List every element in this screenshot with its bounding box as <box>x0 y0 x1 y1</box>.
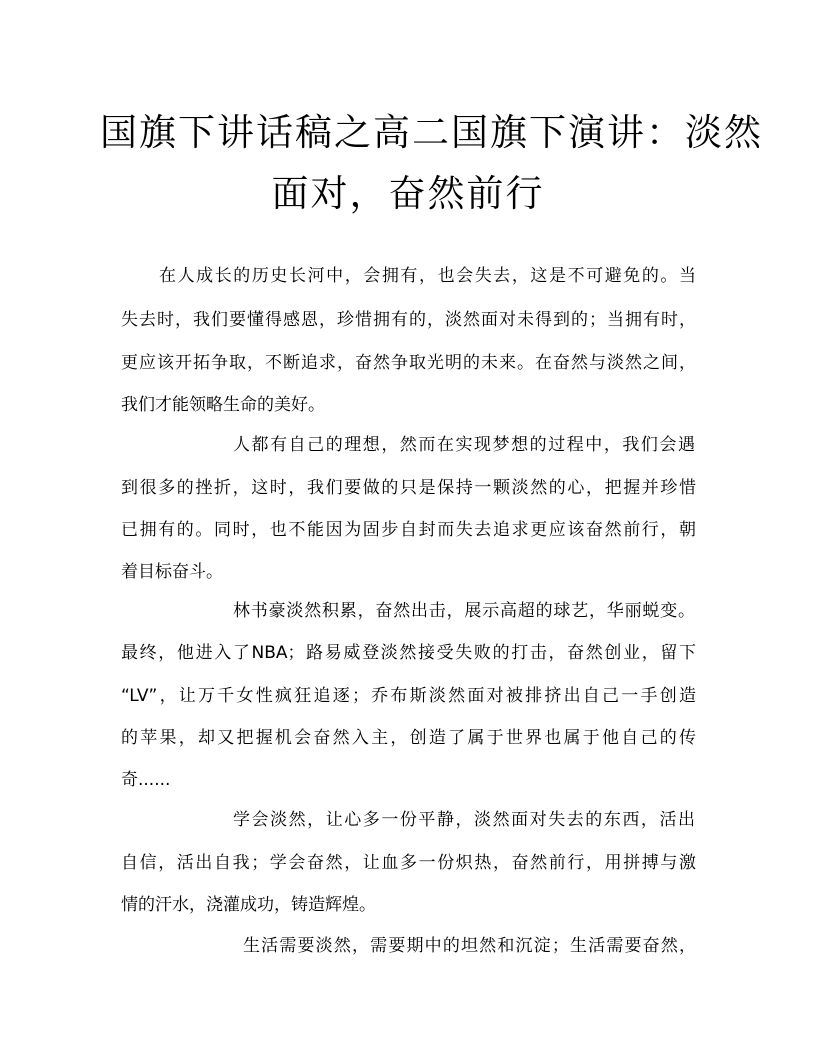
paragraph-line: 生活需要淡然，需要期中的坦然和沉淀；生活需要奋然， <box>243 936 696 956</box>
paragraph-line: 自信，活出自我；学会奋然，让血多一份炽热，奋然前行，用拼搏与激 <box>121 853 696 873</box>
document-title-line-2: 面对，奋然前行 <box>271 172 545 215</box>
paragraph-line: “LV”，让万千女性疯狂追逐；乔布斯淡然面对被排挤出自己一手创造 <box>121 686 696 706</box>
paragraph-line: 到很多的挫折，这时，我们要做的只是保持一颗淡然的心，把握并珍惜 <box>121 478 696 498</box>
paragraph-line: 奇...... <box>121 770 171 790</box>
paragraph-line: 在人成长的历史长河中，会拥有，也会失去，这是不可避免的。当 <box>159 266 696 286</box>
paragraph-line: 人都有自己的理想，然而在实现梦想的过程中，我们会遇 <box>233 435 695 455</box>
paragraph-line: 已拥有的。同时，也不能因为固步自封而失去追求更应该奋然前行，朝 <box>121 520 696 540</box>
paragraph-line: 学会淡然，让心多一份平静，淡然面对失去的东西，活出 <box>233 810 695 830</box>
document-title-line-1: 国旗下讲话稿之高二国旗下演讲：淡然 <box>100 111 763 154</box>
paragraph-line: 着目标奋斗。 <box>121 562 223 582</box>
paragraph-line: 失去时，我们要懂得感恩，珍惜拥有的，淡然面对未得到的；当拥有时， <box>121 310 696 330</box>
paragraph-line: 林书豪淡然积累，奋然出击，展示高超的球艺，华丽蜕变。 <box>233 601 695 621</box>
paragraph-line: 的苹果，却又把握机会奋然入主，创造了属于世界也属于他自己的传 <box>121 728 696 748</box>
paragraph-line: 最终，他进入了NBA；路易威登淡然接受失败的打击，奋然创业，留下 <box>121 643 696 663</box>
paragraph-line: 我们才能领略生命的美好。 <box>121 395 325 415</box>
paragraph-line: 情的汗水，浇灌成功，铸造辉煌。 <box>121 895 376 915</box>
paragraph-line: 更应该开拓争取，不断追求，奋然争取光明的未来。在奋然与淡然之间， <box>121 353 696 373</box>
